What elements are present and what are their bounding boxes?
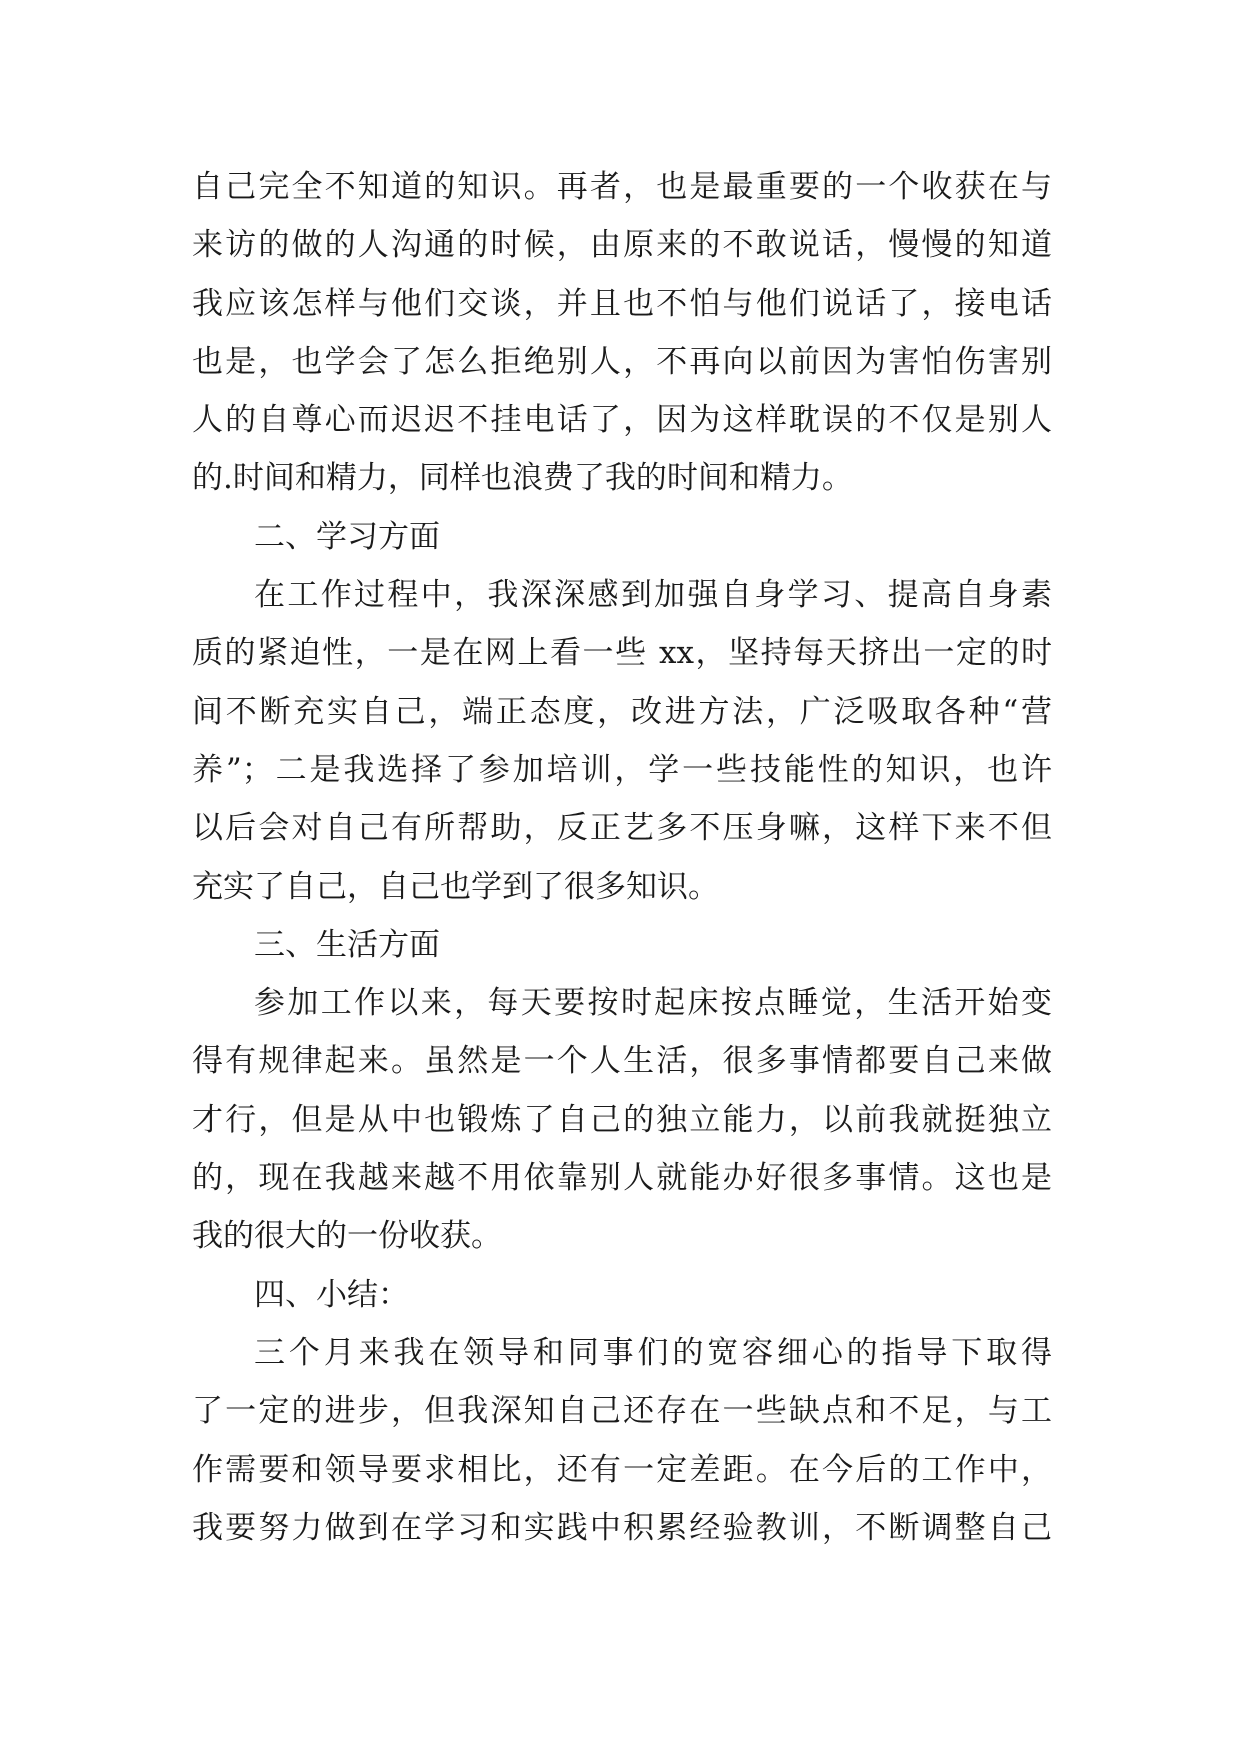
text-line: 我应该怎样与他们交谈，并且也不怕与他们说话了，接电话 (192, 285, 1052, 322)
text-line: 在工作过程中，我深深感到加强自身学习、提高自身素 (254, 577, 1052, 614)
text-line: 以后会对自己有所帮助，反正艺多不压身嘛，这样下来不但 (192, 810, 1052, 847)
section-heading-life: 三、生活方面 (254, 926, 440, 963)
text-line: 才行，但是从中也锻炼了自己的独立能力，以前我就挺独立 (192, 1101, 1052, 1138)
document-body (192, 158, 1052, 1557)
text-line: 质的紧迫性，一是在网上看一些 xx，坚持每天挤出一定的时 (192, 635, 1052, 672)
text-line: 充实了自己，自己也学到了很多知识。 (192, 868, 719, 905)
text-line: 得有规律起来。虽然是一个人生活，很多事情都要自己来做 (192, 1043, 1052, 1080)
text-line: 的，现在我越来越不用依靠别人就能办好很多事情。这也是 (192, 1160, 1052, 1197)
text-line: 也是，也学会了怎么拒绝别人，不再向以前因为害怕伤害别 (192, 343, 1052, 380)
text-line: 参加工作以来，每天要按时起床按点睡觉，生活开始变 (254, 985, 1052, 1022)
text-line: 自己完全不知道的知识。再者，也是最重要的一个收获在与 (192, 169, 1052, 205)
text-line: 了一定的进步，但我深知自己还存在一些缺点和不足，与工 (192, 1393, 1052, 1430)
text-line: 间不断充实自己，端正态度，改进方法，广泛吸取各种“营 (192, 693, 1052, 730)
text-line: 我的很大的一份收获。 (192, 1218, 502, 1255)
text-line: 来访的做的人沟通的时候，由原来的不敢说话，慢慢的知道 (192, 227, 1052, 264)
text-line: 人的自尊心而迟迟不挂电话了，因为这样耽误的不仅是别人 (192, 402, 1052, 439)
text-line: 养”；二是我选择了参加培训，学一些技能性的知识，也许 (192, 751, 1052, 788)
text-line: 三个月来我在领导和同事们的宽容细心的指导下取得 (254, 1334, 1052, 1371)
text-line: 我要努力做到在学习和实践中积累经验教训，不断调整自己 (192, 1509, 1052, 1546)
text-line: 作需要和领导要求相比，还有一定差距。在今后的工作中， (192, 1451, 1052, 1488)
section-heading-study: 二、学习方面 (254, 518, 440, 555)
text-line: 的.时间和精力，同样也浪费了我的时间和精力。 (192, 460, 853, 497)
section-heading-summary: 四、小结： (254, 1276, 409, 1313)
